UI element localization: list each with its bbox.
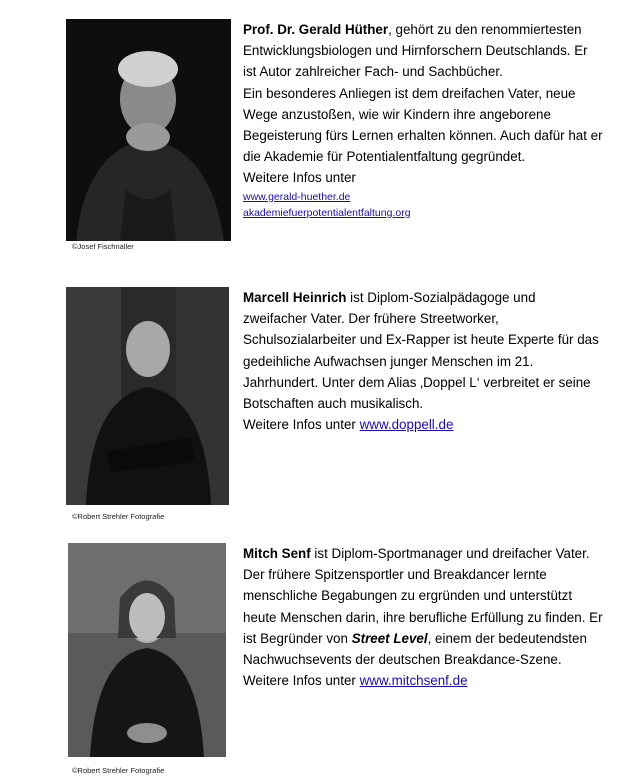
bio-marcell-heinrich <box>243 287 603 435</box>
photo-credit: ©Robert Strehler Fotografie <box>72 766 165 775</box>
more-info-line <box>243 414 603 435</box>
more-info-label: Weitere Infos unter <box>243 417 360 433</box>
bio-text-end: , einem der bedeutendsten Nachwuchsevents der deutschen Breakdance-Szene. <box>243 630 587 668</box>
portrait-photo-marcell-heinrich <box>66 287 229 505</box>
website-link-doppell[interactable]: www.doppell.de <box>359 417 454 433</box>
bio-mitch-senf <box>243 543 603 691</box>
more-info-label: Weitere Infos unter <box>243 673 360 689</box>
person-name: Marcell Heinrich <box>243 290 347 305</box>
bio-paragraph <box>243 287 603 414</box>
website-link-gerald-huether[interactable]: www.gerald-huether.de <box>243 190 351 203</box>
portrait-photo-mitch-senf <box>68 543 226 757</box>
person-name: Prof. Dr. Gerald Hüther <box>243 22 389 37</box>
bio-text: ist Diplom-Sozialpädagoge und zweifacher Vater. Der frühere Streetworker, Schulsozialarbeiter und Ex-Rapper ist heute Experte für das gedeihliche Aufwachsen junger Menschen im 21. Jahrhundert. Unter dem Alias ‚Doppel L‘ verbreitet er seine Botschaften auch musikalisch. <box>243 290 599 412</box>
website-link-mitchsenf[interactable]: www.mitchsenf.de <box>359 673 468 689</box>
more-info-line <box>243 670 603 691</box>
bio-paragraph <box>243 19 603 83</box>
photo-credit: ©Robert Strehler Fotografie <box>72 512 165 521</box>
event-name: Street Level <box>351 630 428 646</box>
portrait-photo-gerald-huether <box>66 19 231 241</box>
photo-credit: ©Josef Fischnaller <box>72 242 134 251</box>
website-link-akademie[interactable]: akademiefuerpotentialentfaltung.org <box>243 206 411 219</box>
bio-text: , gehört zu den renommiertesten Entwicklungsbiologen und Hirnforschern Deutschlands. Er ist Autor zahlreicher Fach- und Sachbücher. <box>243 22 588 80</box>
bio-text: ist Diplom-Sportmanager und dreifacher Vater. Der frühere Spitzensportler und Breakdancer lernte menschliche Begabungen zu ergründen und unterstützt heute Menschen darin, ihre berufliche Erfüllung zu finden. Er ist Begründer von <box>243 546 603 646</box>
bio-gerald-huether <box>243 19 603 221</box>
bio-paragraph <box>243 543 603 670</box>
more-info-label: Weitere Infos unter <box>243 170 356 186</box>
bio-text-2: Ein besonderes Anliegen ist dem dreifachen Vater, neue Wege anzustoßen, wie wir Kindern ihre angeborene Begeisterung fürs Lernen erhalten können. Auch dafür hat er die Akademie für Potentialentfaltung gegründet. <box>243 85 603 165</box>
person-name: Mitch Senf <box>243 546 311 561</box>
